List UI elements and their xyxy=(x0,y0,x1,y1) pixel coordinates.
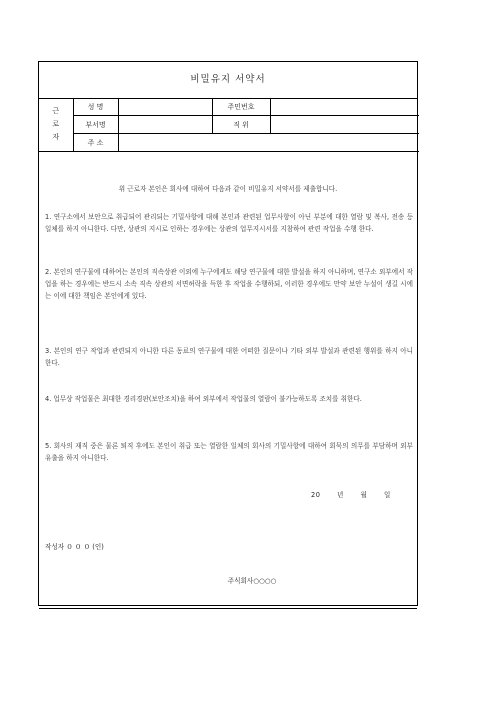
document-title: 비밀유지 서약서 xyxy=(39,62,417,99)
address-label: 주 소 xyxy=(73,134,118,152)
date-month-unit: 월 xyxy=(360,491,368,499)
clause-5: 5. 회사의 재직 중은 물론 퇴직 후에도 본인이 취급 또는 열람한 일체의 회사의 기밀사항에 대하여 회묵의 의무를 부담하며 외부유출을 하지 아니한다. xyxy=(45,442,413,462)
intro-text: 위 근로자 본인은 회사에 대하여 다음과 같이 비밀유지 서약서를 제출합니다. xyxy=(118,185,338,193)
date-year: 20 xyxy=(311,491,321,499)
agreement-form xyxy=(38,61,418,606)
divider xyxy=(39,608,417,609)
name-label: 성 명 xyxy=(73,98,118,116)
department-label: 부서명 xyxy=(73,116,118,134)
worker-info-table xyxy=(39,98,419,152)
clause-4: 4. 업무상 작업물은 최대한 경리경판(보안조치)을 하여 외부에서 작업물의 열람이 불가능하도록 조치를 취한다. xyxy=(45,395,362,403)
date-day-unit: 일 xyxy=(383,491,391,499)
date-line xyxy=(311,489,405,499)
position-label: 직 위 xyxy=(212,116,270,134)
name-field[interactable] xyxy=(118,98,212,116)
clause-3: 3. 본인의 연구 작업과 관련되지 아니한 다른 동료의 연구물에 대한 어떠한 질문이나 기타 외부 발설과 관련된 행위를 하지 아니한다. xyxy=(45,347,413,367)
id-number-field[interactable] xyxy=(270,98,419,116)
worker-section-label: 근 로 자 xyxy=(39,98,73,152)
id-number-label: 주민번호 xyxy=(212,98,270,116)
date-year-unit: 년 xyxy=(337,491,344,499)
clause-2: 2. 본인의 연구물에 대하여는 본인의 직속상관 이외에 누구에게도 해당 연구물에 대한 발설을 하지 아니하며, 연구소 외부에서 작업을 하는 경우에는 반드시 소속 직속 상관의 서면허락을 득한 후 작업을 수행하되, 이러한 경우에도 만약 보안 누설이 생길 시에는 이에 대한 책임은 본인에게 있다. xyxy=(45,268,413,300)
clause-1: 1. 연구소에서 보안으로 취급되어 관리되는 기밀사항에 대해 본인과 관련된 업무사항이 아닌 부분에 대한 열람 및 복사, 전송 등 일체를 하지 아니한다. 다만, 상관의 지시로 인하는 경우에는 상관의 업무지시서를 지참하여 관련 작업을 수행 한다. xyxy=(45,213,413,233)
company-name: 주식회사○○○○ xyxy=(227,577,277,585)
signer-line: 작성자 ０ ０ ０ (인) xyxy=(45,543,104,551)
address-field[interactable] xyxy=(118,134,419,152)
department-field[interactable] xyxy=(118,116,212,134)
position-field[interactable] xyxy=(270,116,419,134)
